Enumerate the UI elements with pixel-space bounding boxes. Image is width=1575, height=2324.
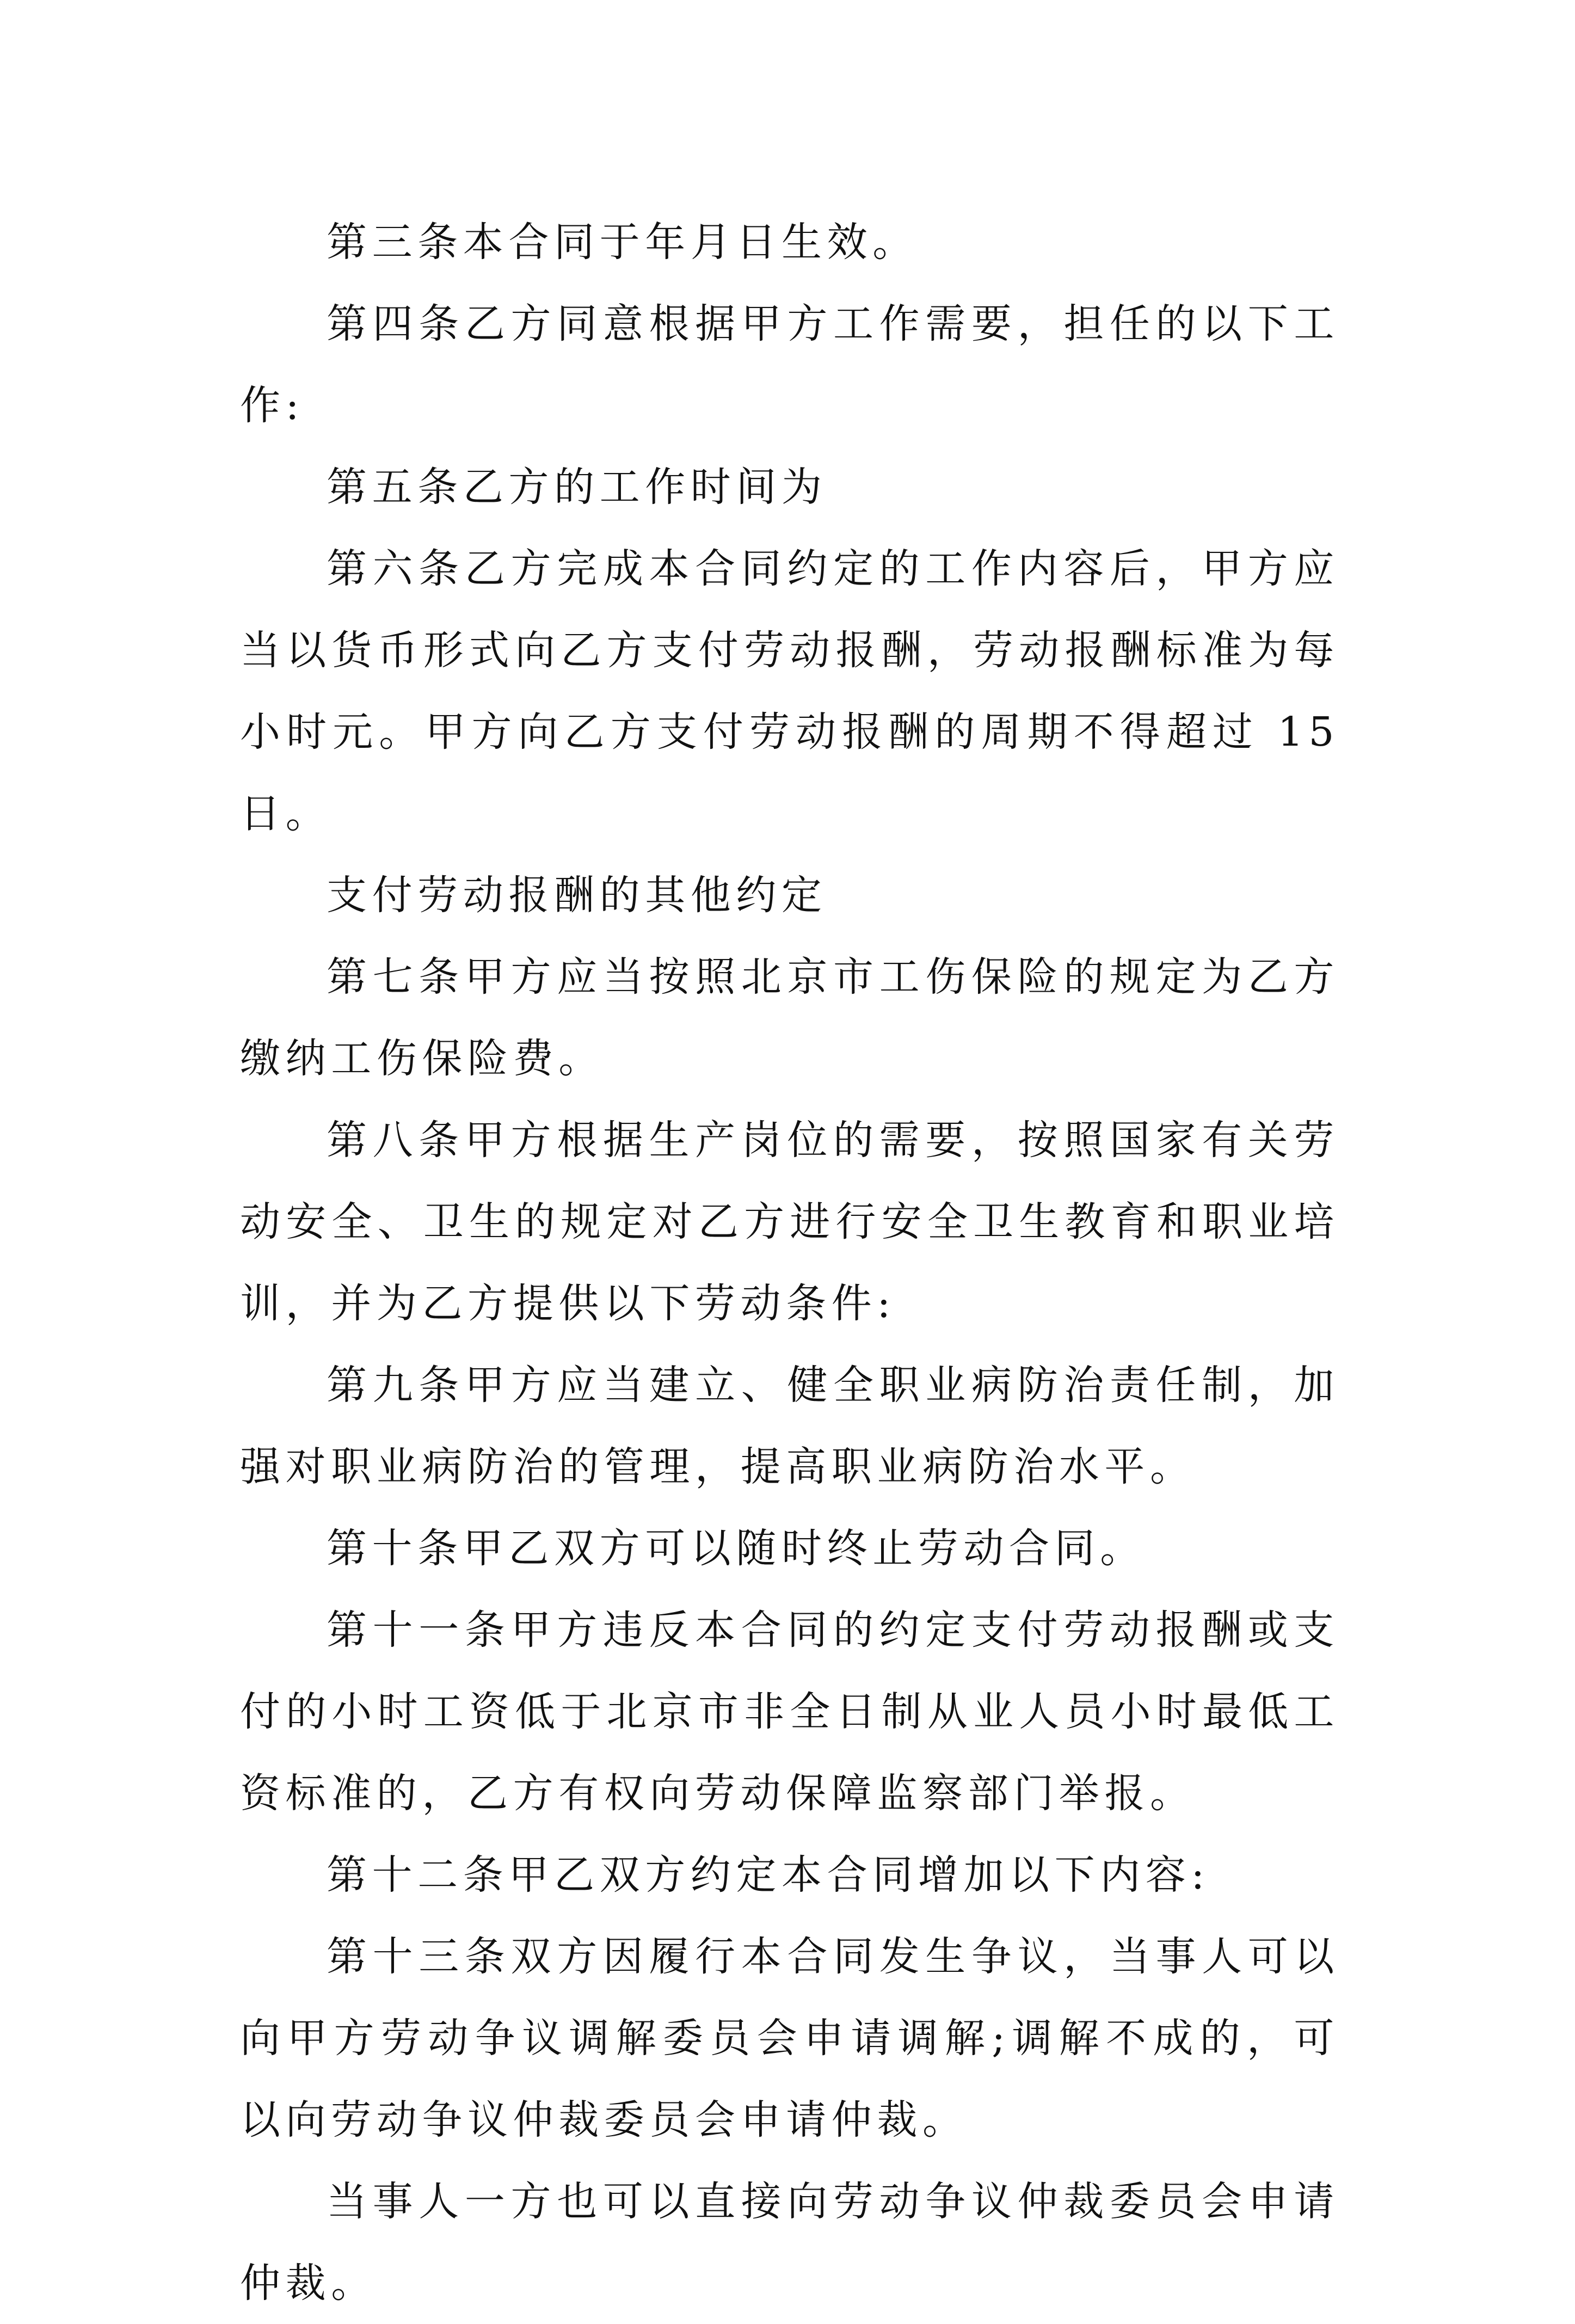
paragraph-article-9: 第九条甲方应当建立、健全职业病防治责任制，加强对职业病防治的管理，提高职业病防治水平。	[240, 1362, 1339, 1490]
paragraph-article-3: 第三条本合同于年月日生效。	[327, 219, 918, 266]
paragraph-direct-arbitration: 当事人一方也可以直接向劳动争议仲裁委员会申请仲裁。	[240, 2178, 1339, 2307]
paragraph-article-5: 第五条乙方的工作时间为	[327, 464, 827, 511]
paragraph-other-payment-terms: 支付劳动报酬的其他约定	[327, 872, 827, 919]
paragraph-article-7: 第七条甲方应当按照北京市工伤保险的规定为乙方缴纳工伤保险费。	[240, 954, 1339, 1082]
paragraph-article-11: 第十一条甲方违反本合同的约定支付劳动报酬或支付的小时工资低于北京市非全日制从业人员小时最低工资标准的，乙方有权向劳动保障监察部门举报。	[240, 1607, 1339, 1817]
document-body	[240, 201, 1339, 2324]
paragraph-article-4: 第四条乙方同意根据甲方工作需要，担任的以下工作:	[240, 300, 1339, 429]
paragraph-article-10: 第十条甲乙双方可以随时终止劳动合同。	[327, 1525, 1146, 1572]
paragraph-article-6: 第六条乙方完成本合同约定的工作内容后，甲方应当以货币形式向乙方支付劳动报酬，劳动报酬标准为每小时元。甲方向乙方支付劳动报酬的周期不得超过 15 日。	[240, 545, 1339, 837]
paragraph-article-8: 第八条甲方根据生产岗位的需要，按照国家有关劳动安全、卫生的规定对乙方进行安全卫生教育和职业培训，并为乙方提供以下劳动条件:	[240, 1117, 1339, 1327]
paragraph-article-12: 第十二条甲乙双方约定本合同增加以下内容:	[327, 1852, 1210, 1898]
paragraph-article-13: 第十三条双方因履行本合同发生争议，当事人可以向甲方劳动争议调解委员会申请调解;调解不成的，可以向劳动争议仲裁委员会申请仲裁。	[240, 1933, 1339, 2143]
